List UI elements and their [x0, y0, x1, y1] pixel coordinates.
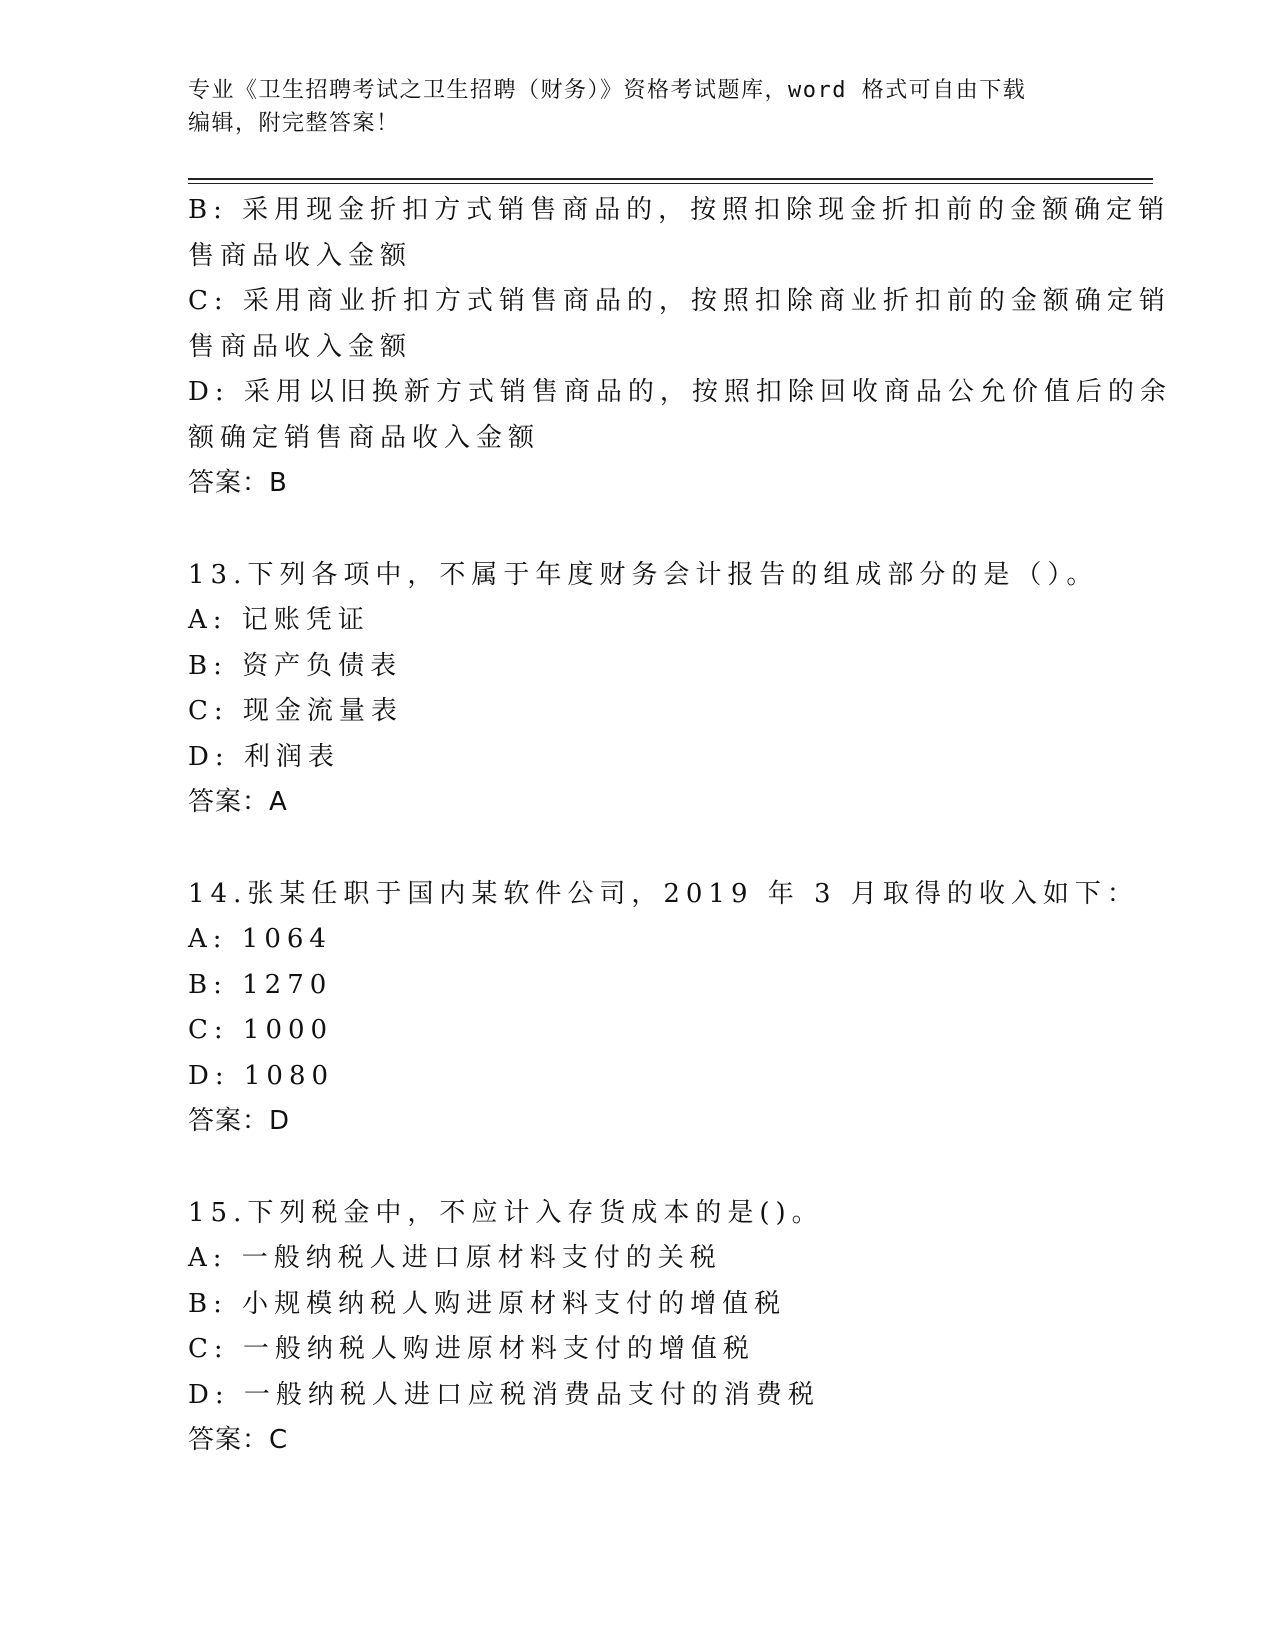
option-a: A: 记账凭证	[188, 605, 370, 635]
option-d-line-1: D: 采用以旧换新方式销售商品的，按照扣除回收商品公允价值后的余	[188, 377, 1172, 407]
option-d-line-2: 额确定销售商品收入金额	[188, 422, 541, 453]
option-b-line-1: B: 采用现金折扣方式销售商品的，按照扣除现金折扣前的金额确定销	[188, 195, 1171, 225]
option-c: C: 1000	[188, 1015, 334, 1045]
option-b: B: 小规模纳税人购进原材料支付的增值税	[188, 1288, 787, 1319]
header-line-1: 专业《卫生招聘考试之卫生招聘（财务）》资格考试题库，word 格式可自由下载	[188, 78, 1027, 103]
document-header	[188, 74, 1088, 140]
option-c: C: 一般纳税人购进原材料支付的增值税	[188, 1334, 755, 1364]
option-c-line-2: 售商品收入金额	[188, 331, 413, 362]
question-stem: 14.张某任职于国内某软件公司，2019 年 3 月取得的收入如下：	[188, 878, 1139, 909]
question-stem: 15.下列税金中，不应计入存货成本的是()。	[188, 1197, 824, 1228]
spacer	[188, 1145, 1088, 1191]
option-b: B: 1270	[188, 969, 333, 1000]
question-stem: 13.下列各项中，不属于年度财务会计报告的组成部分的是（）。	[188, 559, 1099, 590]
answer-line: 答案：D	[188, 1106, 291, 1136]
option-c-line-1: C: 采用商业折扣方式销售商品的，按照扣除商业折扣前的金额确定销	[188, 286, 1171, 316]
answer-line: 答案：C	[188, 1425, 289, 1455]
question-15	[188, 1191, 1088, 1464]
option-b: B: 资产负债表	[188, 650, 403, 681]
spacer	[188, 507, 1088, 553]
option-c: C: 现金流量表	[188, 696, 403, 726]
spacer	[188, 826, 1088, 872]
option-d: D: 一般纳税人进口应税消费品支付的消费税	[188, 1379, 820, 1410]
option-d: D: 利润表	[188, 741, 340, 772]
option-b-line-2: 售商品收入金额	[188, 240, 413, 271]
option-a: A: 1064	[188, 924, 332, 954]
question-14	[188, 872, 1139, 1145]
question-12-tail	[188, 188, 1172, 507]
header-line-2: 编辑，附完整答案！	[188, 111, 400, 136]
header-divider-thick	[188, 178, 1153, 180]
question-13	[188, 553, 1099, 826]
option-d: D: 1080	[188, 1060, 335, 1091]
answer-line: 答案：B	[188, 468, 288, 498]
option-a: A: 一般纳税人进口原材料支付的关税	[188, 1243, 722, 1273]
question-content	[188, 188, 1172, 1464]
answer-line: 答案：A	[188, 787, 288, 817]
header-divider-thin	[188, 183, 1153, 184]
